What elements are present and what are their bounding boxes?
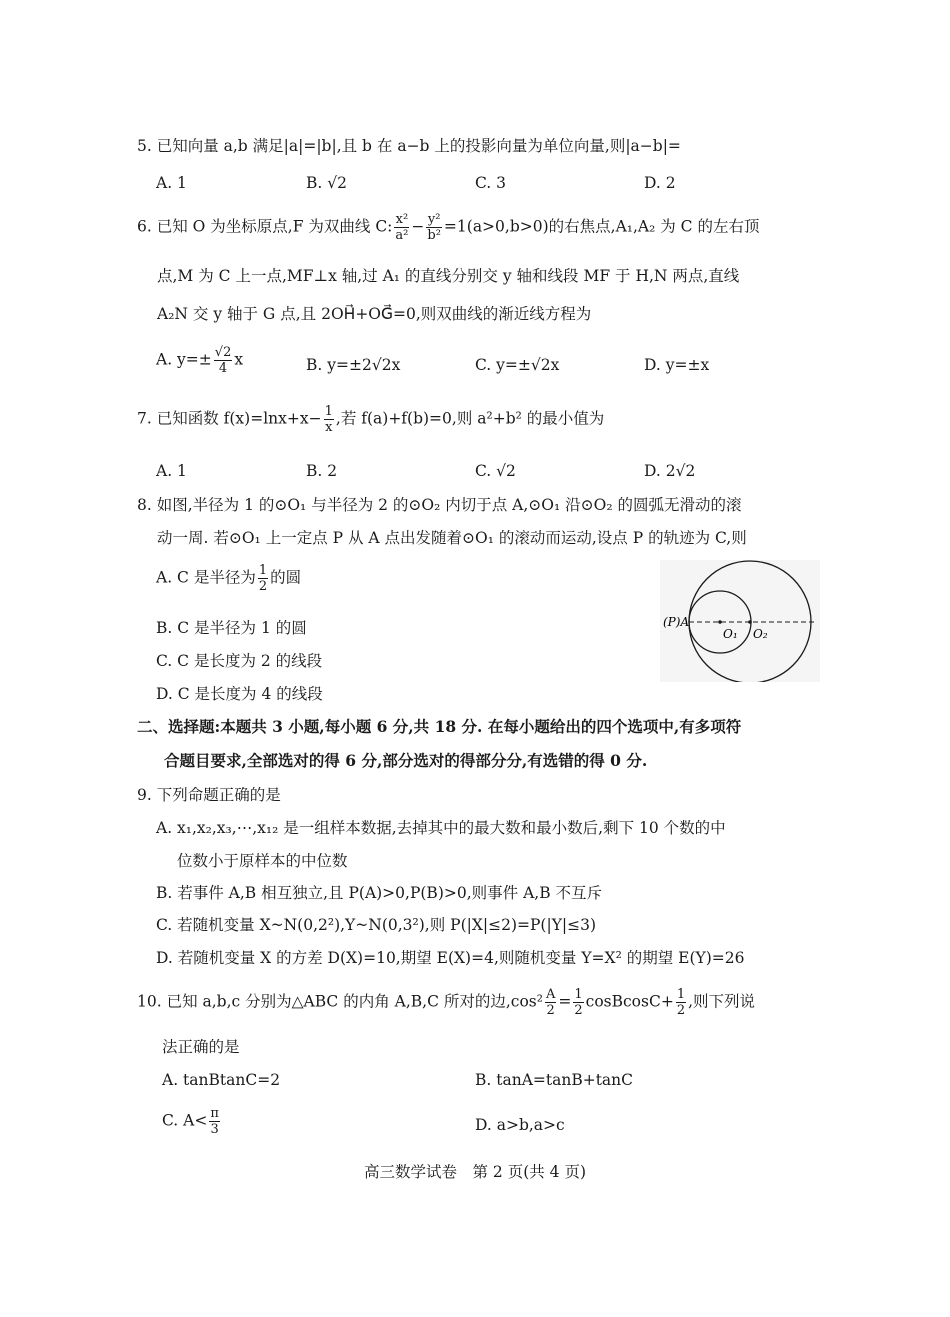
q6-line1 <box>137 212 759 243</box>
q6-option-c: C. y=±√2x <box>475 356 560 374</box>
q6-fraction-y <box>426 212 442 243</box>
q9-option-d: D. 若随机变量 X 的方差 D(X)=10,期望 E(X)=4,则随机变量 Y=X² 的期望 E(Y)=26 <box>156 949 745 967</box>
q10-f1-den: 2 <box>546 1003 555 1018</box>
q10-f2-den: 2 <box>574 1003 583 1018</box>
q9-option-b: B. 若事件 A,B 相互独立,且 P(A)>0,P(B)>0,则事件 A,B 不互斥 <box>156 884 603 902</box>
q10-line1 <box>137 987 755 1018</box>
q10-f1-num: A <box>545 987 556 1002</box>
q10-equals: = <box>558 992 572 1011</box>
q7-option-b: B. 2 <box>306 462 338 480</box>
q6-minus: − <box>411 217 425 236</box>
q10-stem-start: 10. 已知 a,b,c 分别为△ABC 的内角 A,B,C 所对的边,cos² <box>137 992 543 1011</box>
q10-fraction-half-1 <box>573 987 583 1018</box>
q7-option-a: A. 1 <box>156 462 187 480</box>
q10-fraction-a2 <box>545 987 556 1018</box>
q5-stem: 5. 已知向量 a,b 满足|a|=|b|,且 b 在 a−b 上的投影向量为单位向量,则|a−b|= <box>137 137 681 155</box>
q7-stem-end: ,若 f(a)+f(b)=0,则 a²+b² 的最小值为 <box>335 409 605 428</box>
q7-option-d: D. 2√2 <box>644 462 696 480</box>
q10-f3-num: 1 <box>676 987 686 1002</box>
q10-f3-den: 2 <box>676 1003 686 1018</box>
q8-optA-pre: A. C 是半径为 <box>156 568 256 587</box>
q10-optC-fraction <box>209 1106 220 1137</box>
q8-line1: 8. 如图,半径为 1 的⊙O₁ 与半径为 2 的⊙O₂ 内切于点 A,⊙O₁ 沿⊙O₂ 的圆弧无滑动的滚 <box>137 496 742 514</box>
q6-frac2-num: y² <box>427 212 441 227</box>
q6-option-a <box>156 345 243 376</box>
q10-f2-num: 1 <box>574 987 583 1002</box>
q10-option-d: D. a>b,a>c <box>475 1116 565 1134</box>
q9-option-a-line1: A. x₁,x₂,x₃,⋯,x₁₂ 是一组样本数据,去掉其中的最大数和最小数后,剩下 10 个数的中 <box>156 819 726 837</box>
q6-line2: 点,M 为 C 上一点,MF⊥x 轴,过 A₁ 的直线分别交 y 轴和线段 MF 于 H,N 两点,直线 <box>157 267 740 285</box>
q8-option-d: D. C 是长度为 4 的线段 <box>156 685 323 703</box>
q6-optA-den: 4 <box>218 361 228 376</box>
q8-option-b: B. C 是半径为 1 的圆 <box>156 619 307 637</box>
q6-frac1-num: x² <box>395 212 409 227</box>
label-o2: O₂ <box>753 627 768 641</box>
q10-stem-end: ,则下列说 <box>688 992 756 1011</box>
q6-frac2-den: b² <box>427 228 441 243</box>
q8-optA-post: 的圆 <box>270 568 302 587</box>
section2-heading-line1: 二、选择题:本题共 3 小题,每小题 6 分,共 18 分. 在每小题给出的四个选项中,有多项符 <box>137 717 742 736</box>
label-pa: (P)A <box>663 615 690 629</box>
q7-option-c: C. √2 <box>475 462 516 480</box>
q8-optA-den: 2 <box>258 579 268 594</box>
q8-optA-fraction <box>258 563 268 594</box>
q7-stem-start: 7. 已知函数 f(x)=lnx+x− <box>137 409 322 428</box>
q10-line2: 法正确的是 <box>162 1038 240 1056</box>
q7-fraction <box>324 404 334 435</box>
q6-optA-num: √2 <box>214 345 232 360</box>
q6-option-b: B. y=±2√2x <box>306 356 401 374</box>
q10-option-c <box>162 1106 222 1137</box>
q10-optC-pre: C. A< <box>162 1111 208 1130</box>
q6-optA-fraction <box>214 345 233 376</box>
q5-option-c: C. 3 <box>475 174 507 192</box>
q6-line3: A₂N 交 y 轴于 G 点,且 2OH⃗+OG⃗=0,则双曲线的渐近线方程为 <box>157 305 592 323</box>
q8-circles-figure <box>660 560 820 682</box>
q9-option-a-line2: 位数小于原样本的中位数 <box>177 852 348 870</box>
q7-frac-num: 1 <box>324 404 333 419</box>
q10-fraction-half-2 <box>676 987 686 1018</box>
q6-line1-end: =1(a>0,b>0)的右焦点,A₁,A₂ 为 C 的左右顶 <box>443 217 760 236</box>
q10-option-a: A. tanBtanC=2 <box>162 1071 281 1089</box>
section2-heading-line2: 合题目要求,全部选对的得 6 分,部分选对的得部分分,有选错的得 0 分. <box>164 751 648 770</box>
q6-optA-post: x <box>234 350 244 369</box>
q9-option-c: C. 若随机变量 X~N(0,2²),Y~N(0,3²),则 P(|X|≤2)=P(|Y|≤3) <box>156 916 597 934</box>
q7-stem <box>137 404 604 435</box>
q8-optA-num: 1 <box>258 563 268 578</box>
q6-frac1-den: a² <box>395 228 409 243</box>
point-o2 <box>748 620 752 624</box>
q6-option-d: D. y=±x <box>644 356 710 374</box>
q9-stem: 9. 下列命题正确的是 <box>137 786 281 804</box>
q7-frac-den: x <box>325 420 333 435</box>
q5-option-a: A. 1 <box>156 174 187 192</box>
q10-optC-num: π <box>210 1106 219 1121</box>
q8-line2: 动一周. 若⊙O₁ 上一定点 P 从 A 点出发随着⊙O₁ 的滚动而运动,设点 P 的轨迹为 C,则 <box>157 529 747 547</box>
page-footer: 高三数学试卷 第 2 页(共 4 页) <box>363 1163 587 1181</box>
q5-option-b: B. √2 <box>306 174 347 192</box>
q10-mid: cosBcosC+ <box>585 992 674 1011</box>
q8-option-a <box>156 563 301 594</box>
point-o1 <box>718 620 722 624</box>
q6-fraction-x <box>394 212 409 243</box>
q10-optC-den: 3 <box>210 1122 219 1137</box>
q6-optA-pre: A. y=± <box>156 350 212 369</box>
q8-option-c: C. C 是长度为 2 的线段 <box>156 652 323 670</box>
label-o1: O₁ <box>723 627 738 641</box>
q5-option-d: D. 2 <box>644 174 676 192</box>
q10-option-b: B. tanA=tanB+tanC <box>475 1071 634 1089</box>
q6-line1-start: 6. 已知 O 为坐标原点,F 为双曲线 C: <box>137 217 393 236</box>
